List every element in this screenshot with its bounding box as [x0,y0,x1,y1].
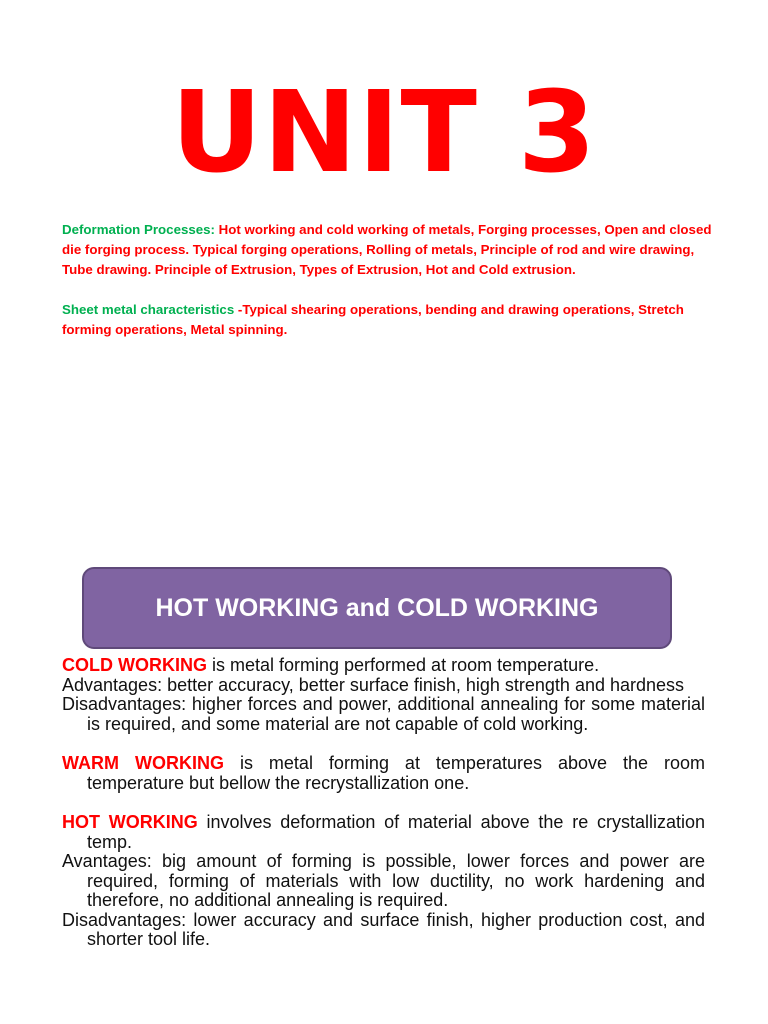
warm-working-text: is metal forming at temperatures above the room temperature but bellow the recrystallization one. [87,753,705,793]
deformation-topics: Hot working and cold working of metals, Forging processes, Open and closed die forging process. Typical forging operations, Rolling of metals, Principle of rod and wire drawing, Tube drawing. Principle of Extrusion, Types of Extrusion, Hot and Cold extrusion. [62,222,712,277]
working-definitions [62,656,705,950]
cold-working-definition [62,656,705,676]
sheet-metal-topics: -Typical shearing operations, bending and drawing operations, Stretch forming operations, Metal spinning. [62,302,684,337]
hot-working-disadvantages: Disadvantages: lower accuracy and surface finish, higher production cost, and shorter tool life. [62,909,705,949]
banner-title: HOT WORKING and COLD WORKING [155,593,599,622]
warm-working-definition [62,754,705,793]
hot-working-keyword: HOT WORKING [62,812,198,832]
deformation-heading: Deformation Processes: [62,222,215,237]
syllabus-sheet-metal-paragraph [62,300,722,340]
hot-working-text: involves deformation of material above the re crystallization temp. [87,812,705,852]
unit-title: UNIT 3 [171,68,597,198]
cold-working-text: is metal forming performed at room temperature. [206,655,600,675]
sheet-metal-heading: Sheet metal characteristics [62,302,235,317]
warm-working-keyword: WARM WORKING [62,753,224,773]
slide-hot-cold-working [0,540,768,1024]
syllabus [62,220,722,340]
syllabus-deformation-paragraph [62,220,722,280]
hot-working-advantages: Avantages: big amount of forming is possible, lower forces and power are required, forming of materials with low ductility, no work hardening and therefore, no additional annealing is required. [62,851,705,910]
cold-working-keyword: COLD WORKING [62,655,207,675]
cold-working-advantages: Advantages: better accuracy, better surface finish, high strength and hardness [62,674,685,695]
hot-working-definition [62,813,705,852]
cold-working-disadvantages: Disadvantages: higher forces and power, additional annealing for some material is required, and some material are not capable of cold working. [62,694,705,734]
section-banner [82,567,672,649]
